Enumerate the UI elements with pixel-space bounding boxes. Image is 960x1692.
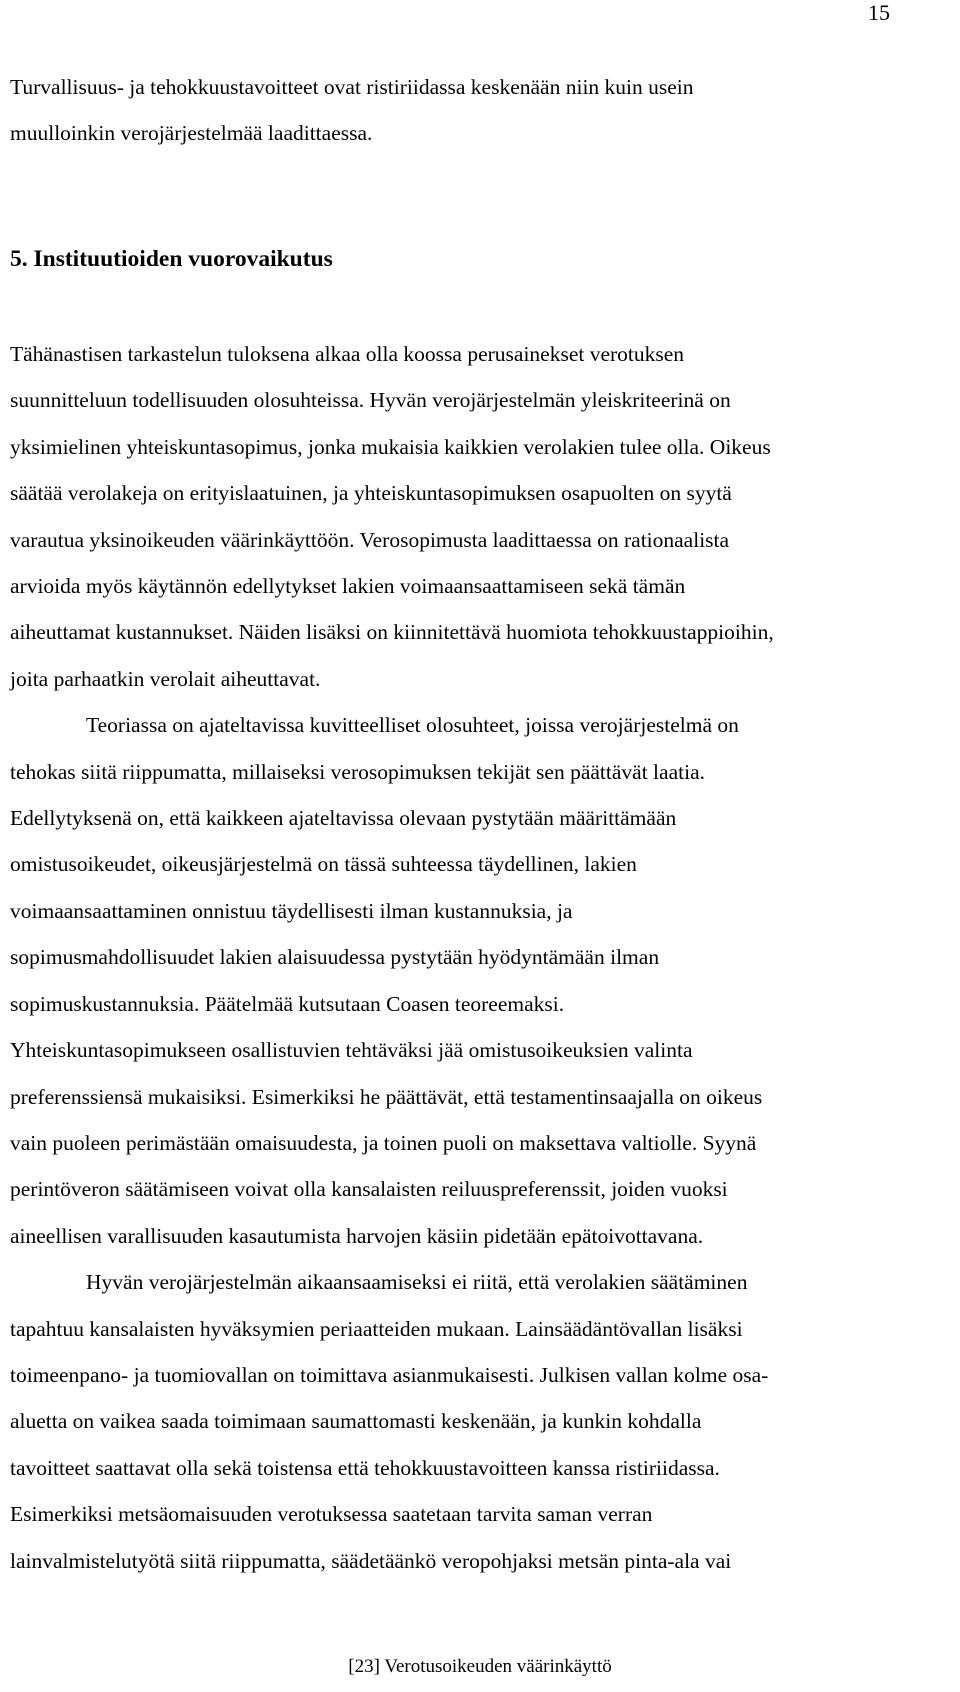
text-line: sopimuskustannuksia. Päätelmää kutsutaan Coasen teoreemaksi. — [10, 991, 565, 1016]
text-line: arvioida myös käytännön edellytykset lakien voimaansaattamiseen sekä tämän — [10, 574, 686, 599]
text-line: aluetta on vaikea saada toimimaan saumattomasti keskenään, ja kunkin kohdalla — [10, 1409, 702, 1434]
footer-caption: [23] Verotusoikeuden väärinkäyttö — [348, 1656, 612, 1677]
paragraph — [10, 702, 774, 1259]
text-line: muulloinkin verojärjestelmää laadittaessa. — [10, 121, 373, 146]
body-text — [10, 331, 774, 1584]
text-line: omistusoikeudet, oikeusjärjestelmä on tässä suhteessa täydellinen, lakien — [10, 852, 637, 877]
text-line: joita parhaatkin verolait aiheuttavat. — [10, 666, 321, 691]
text-line: Edellytyksenä on, että kaikkeen ajateltavissa olevaan pystytään määrittämään — [10, 806, 677, 831]
text-line: tehokas siitä riippumatta, millaiseksi verosopimuksen tekijät sen päättävät laatia. — [10, 759, 705, 784]
text-line: perintöveron säätämiseen voivat olla kansalaisten reiluuspreferenssit, joiden vuoksi — [10, 1177, 728, 1202]
text-line: sopimusmahdollisuudet lakien alaisuudessa pystytään hyödyntämään ilman — [10, 945, 660, 970]
text-line: suunnitteluun todellisuuden olosuhteissa. Hyvän verojärjestelmän yleiskriteerinä on — [10, 388, 731, 413]
text-line: säätää verolakeja on erityislaatuinen, ja yhteiskuntasopimuksen osapuolten on syytä — [10, 481, 732, 506]
paragraph — [10, 331, 774, 702]
text-line: tapahtuu kansalaisten hyväksymien periaatteiden mukaan. Lainsäädäntövallan lisäksi — [10, 1316, 743, 1341]
text-line: varautua yksinoikeuden väärinkäyttöön. Verosopimusta laadittaessa on rationaalista — [10, 527, 730, 552]
intro-paragraph — [10, 64, 694, 157]
paragraph — [10, 1259, 774, 1584]
text-line: lainvalmistelutyötä siitä riippumatta, säädetäänkö veropohjaksi metsän pinta-ala vai — [10, 1548, 732, 1573]
text-line: aiheuttamat kustannukset. Näiden lisäksi on kiinnitettävä huomiota tehokkuustappioihin, — [10, 620, 774, 645]
text-line: Teoriassa on ajateltavissa kuvitteelliset olosuhteet, joissa verojärjestelmä on — [86, 713, 739, 738]
text-line: voimaansaattaminen onnistuu täydellisesti ilman kustannuksia, ja — [10, 898, 573, 923]
text-line: aineellisen varallisuuden kasautumista harvojen käsiin pidetään epätoivottavana. — [10, 1223, 704, 1248]
page-number: 15 — [868, 0, 890, 25]
text-line: vain puoleen perimästään omaisuudesta, ja toinen puoli on maksettava valtiolle. Syynä — [10, 1130, 757, 1155]
text-line: Tähänastisen tarkastelun tuloksena alkaa olla koossa perusainekset verotuksen — [10, 342, 685, 366]
text-line: toimeenpano- ja tuomiovallan on toimittava asianmukaisesti. Julkisen vallan kolme osa- — [10, 1362, 769, 1387]
text-line: Yhteiskuntasopimukseen osallistuvien tehtäväksi jää omistusoikeuksien valinta — [10, 1038, 693, 1063]
text-line: Hyvän verojärjestelmän aikaansaamiseksi ei riitä, että verolakien säätäminen — [86, 1270, 748, 1295]
text-line: yksimielinen yhteiskuntasopimus, jonka mukaisia kaikkien verolakien tulee olla. Oikeus — [10, 434, 771, 459]
text-line: tavoitteet saattavat olla sekä toistensa että tehokkuustavoitteen kanssa ristiriidassa. — [10, 1455, 720, 1480]
text-line: Turvallisuus- ja tehokkuustavoitteet ovat ristiriidassa keskenään niin kuin usein — [10, 75, 694, 99]
section-heading: 5. Instituutioiden vuorovaikutus — [10, 246, 333, 272]
text-line: preferenssiensä mukaisiksi. Esimerkiksi he päättävät, että testamentinsaajalla on oikeus — [10, 1084, 763, 1109]
text-line: Esimerkiksi metsäomaisuuden verotuksessa saatetaan tarvita saman verran — [10, 1502, 653, 1527]
